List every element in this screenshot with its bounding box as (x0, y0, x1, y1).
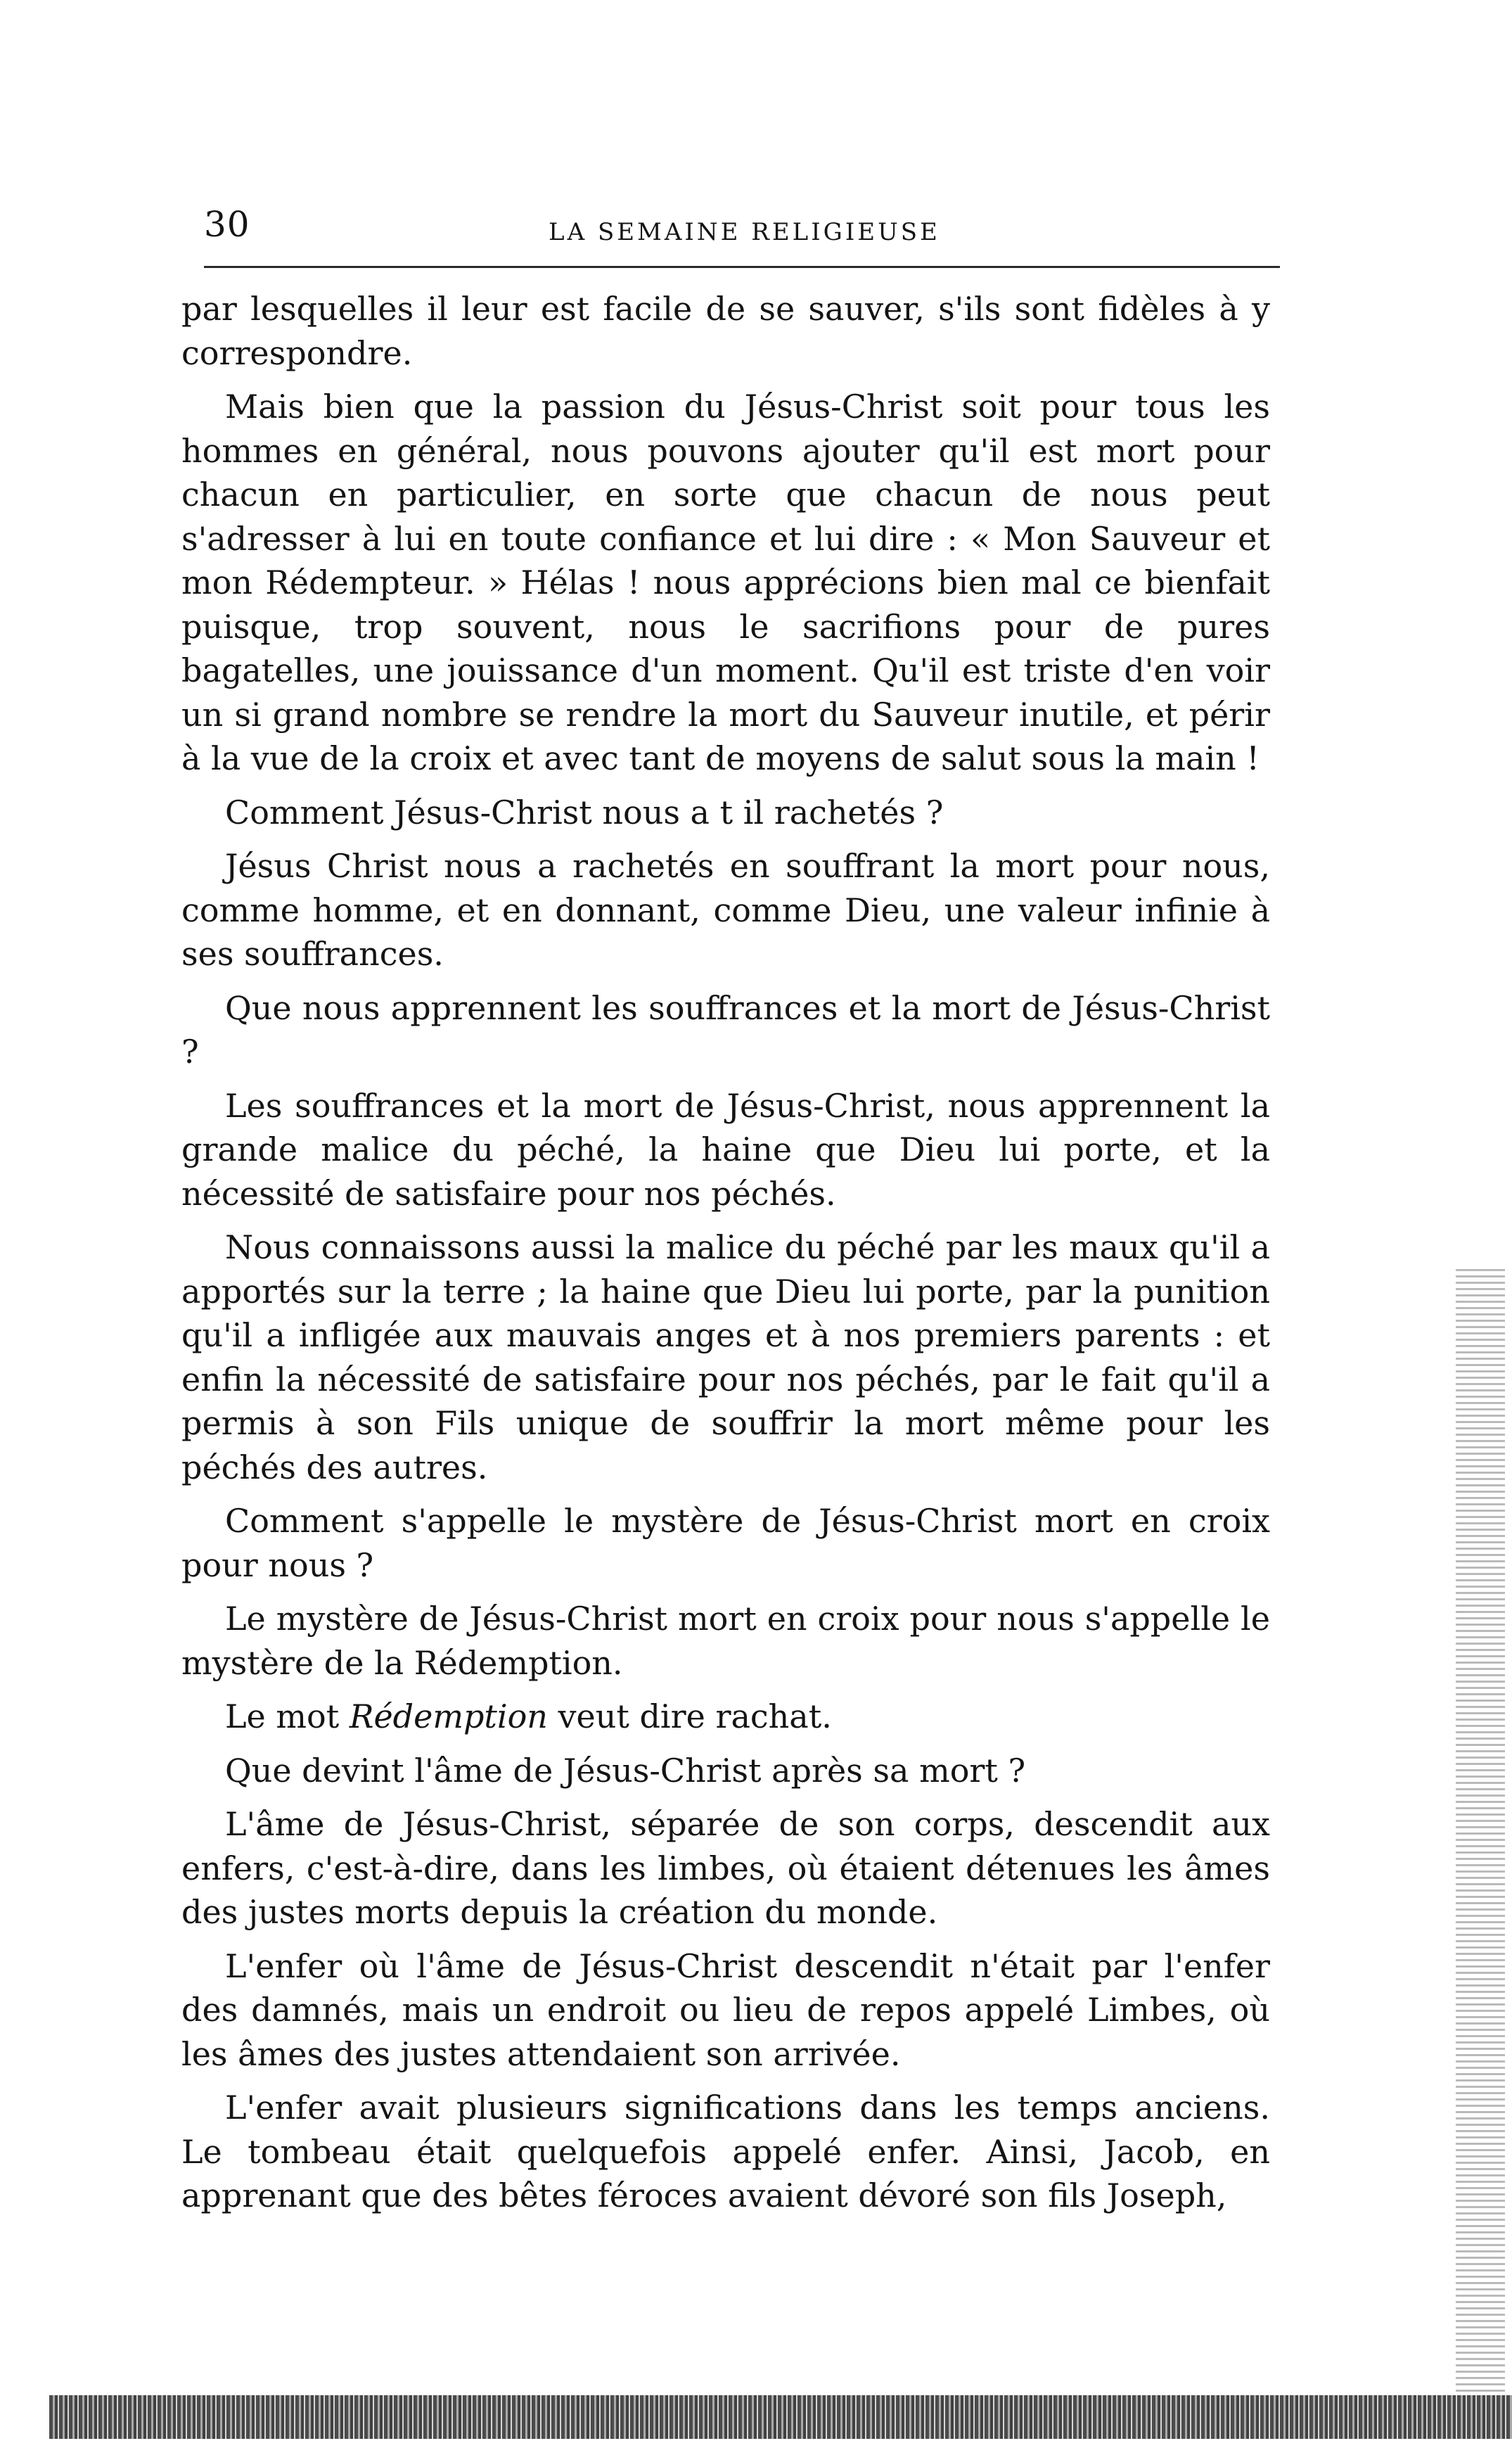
answer-paragraph: Le mystère de Jésus-Christ mort en croix pour nous s'appelle le mystère de la Rédemption. (181, 1600, 1270, 1682)
paragraph: par lesquelles il leur est facile de se sauver, s'ils sont fidèles à y correspondre. (181, 290, 1270, 372)
question-paragraph: Comment Jésus-Christ nous a t il rachetés ? (225, 793, 944, 831)
paragraph: L'enfer avait plusieurs significations dans les temps anciens. Le tombeau était quelquefois appelé enfer. Ainsi, Jacob, en apprenant que des bêtes féroces avaient dévoré son fils Joseph, (181, 2089, 1270, 2214)
definition-suffix: veut dire rachat. (547, 1697, 832, 1735)
question-paragraph: Comment s'appelle le mystère de Jésus-Christ mort en croix pour nous ? (181, 1502, 1270, 1584)
body-text (181, 287, 1270, 2228)
page-number: 30 (204, 204, 250, 245)
scan-edge-artifact (1456, 1266, 1505, 2392)
definition-paragraph (181, 1695, 1270, 1739)
paragraph: L'enfer où l'âme de Jésus-Christ descendit n'était par l'enfer des damnés, mais un endroit ou lieu de repos appelé Limbes, où les âmes des justes attendaient son arrivée. (181, 1946, 1270, 2073)
question-paragraph: Que nous apprennent les souffrances et la mort de Jésus-Christ ? (181, 988, 1270, 1071)
page-header (204, 204, 1308, 260)
paragraph: Mais bien que la passion du Jésus-Christ soit pour tous les hommes en général, nous pouvons ajouter qu'il est mort pour chacun en particulier, en sorte que chacun de nous peut s'adresser à lui en toute confiance et lui dire : « Mon Sauveur et mon Rédempteur. » Hélas ! nous apprécions bien mal ce bienfait puisque, trop souvent, nous le sacrifions pour de pures bagatelles, une jouissance d'un moment. Qu'il est triste d'en voir un si grand nombre se rendre la mort du Sauveur inutile, et périr à la vue de la croix et avec tant de moyens de salut sous la main ! (181, 388, 1270, 777)
answer-paragraph: L'âme de Jésus-Christ, séparée de son corps, descendit aux enfers, c'est-à-dire, dans les limbes, où étaient détenues les âmes des justes morts depuis la création du monde. (181, 1805, 1270, 1931)
answer-paragraph: Jésus Christ nous a rachetés en souffrant la mort pour nous, comme homme, et en donnant, comme Dieu, une valeur infinie à ses souffrances. (181, 847, 1270, 973)
running-title: LA SEMAINE RELIGIEUSE (549, 218, 940, 246)
answer-paragraph: Les souffrances et la mort de Jésus-Christ, nous apprennent la grande malice du péché, la haine que Dieu lui porte, et la nécessité de satisfaire pour nos péchés. (181, 1086, 1270, 1213)
header-rule (204, 266, 1280, 268)
defined-term: Rédemption (349, 1697, 548, 1735)
definition-prefix: Le mot (225, 1697, 350, 1735)
scan-bottom-artifact (49, 2395, 1512, 2439)
question-paragraph: Que devint l'âme de Jésus-Christ après sa mort ? (225, 1751, 1026, 1790)
paragraph: Nous connaissons aussi la malice du péché par les maux qu'il a apportés sur la terre ; la haine que Dieu lui porte, par la punition qu'il a infligée aux mauvais anges et à nos premiers parents : et enfin la nécessité de satisfaire pour nos péchés, par le fait qu'il a permis à son Fils unique de souffrir la mort même pour les péchés des autres. (181, 1228, 1270, 1486)
